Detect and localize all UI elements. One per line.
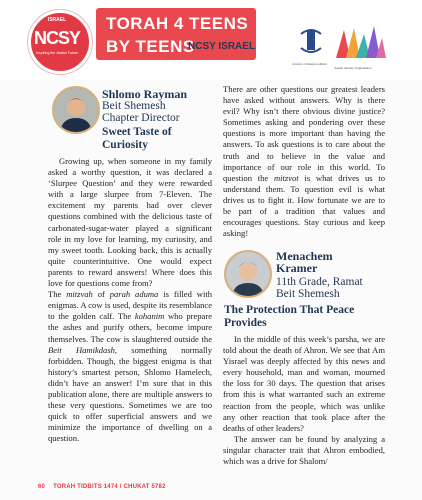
identity-org-logo-icon <box>330 24 390 66</box>
org-name: NCSY ISRAEL <box>188 41 256 52</box>
article1-author-role-line2: Chapter Director <box>102 112 180 124</box>
article2-title-line2: Provides <box>224 317 267 329</box>
author-photo-menachem <box>224 250 272 298</box>
header <box>0 0 422 80</box>
article1-author-name: Shlomo Rayman <box>102 87 188 101</box>
identity-org-caption: Jewish Identity Organization <box>334 66 372 70</box>
article2-title-line1: The Protection That Peace <box>224 304 355 316</box>
ministry-caption: ministry of diaspora affairs <box>292 62 327 66</box>
banner-title-line2: BY TEENS <box>106 37 195 56</box>
article1-paragraph-2: The mitzvah of parah aduma is filled with enigmas. A cow is used, despite its resemblance to the golden calf. The kohanim who prepare the ashes and purify others, become impure themselves. The cow is slaughtered outside the Beit Hamikdash, something normally forbidden. Though, the biggest enigma is that history’s smartest person, Shlomo Hamelech, didn’t have an answer! I’m sure that in this publication alone, there are multiple answers to these very questions. Sometimes we are too quick to offer superficial answers and we minimize the importance of dwelling on a question. <box>48 289 212 444</box>
article2-paragraph-2: The answer can be found by analyzing a singular character trait that Ahron embodied, which was a drive for Shalom/ <box>223 433 385 467</box>
page-number: 60 <box>38 484 46 490</box>
article2-body <box>223 334 385 467</box>
publication-name: TORAH TIDBITS 1474 / CHUKAT 5782 <box>53 484 166 490</box>
banner-title-line1: TORAH 4 TEENS <box>106 14 249 33</box>
article2-author-role-line1: 11th Grade, Ramat <box>276 276 363 288</box>
article1-title-line2: Curiosity <box>102 139 148 151</box>
article1-body <box>48 156 212 444</box>
logo-tagline: Inspiring the Jewish Future <box>36 51 78 55</box>
footer <box>38 484 166 490</box>
article1-author-role-line1: Beit Shemesh <box>102 100 166 112</box>
article2-author-role-line2: Beit Shemesh <box>276 288 340 300</box>
article1-continuation <box>223 84 385 239</box>
article1-cont-paragraph: There are other questions our greatest leaders have asked without answers. Why is there evil? Why isn’t there obvious divine justice? Sometimes asking and pondering over these questions is more important than having the answers. To ask questions is to care about the truth and to believe in the value and importance of our role in this world. To question the mitzvot is what drives us to understand them. To question evil is what drives us to fight it. How fortunate we are to be part of a tradition that values and encourages questions. Stay curious and keep asking! <box>223 84 385 239</box>
article2-author-name-line1: Menachem <box>276 249 333 263</box>
article2-author-name-line2: Kramer <box>276 261 318 275</box>
article2-paragraph-1: In the middle of this week’s parsha, we are told about the death of Ahron. We see that Am Yisrael was deeply affected by this news and every household, man and woman, mourned the loss for 30 days. The question that arises from this is what warranted such an extreme reaction from the people, which was unlike any other reaction that took place after the deaths of other leaders? <box>223 334 385 433</box>
article1-title-line1: Sweet Taste of <box>102 126 172 138</box>
logo-text: NCSY <box>34 28 81 48</box>
article1-paragraph-1: Growing up, when someone in my family asked a worthy question, it was declared a ‘Slurpee Question’ and they were rewarded with a large slurpee from 7-Eleven. The excitement my parents had over clever questions combined with the delicious taste of carbonated-sugar-water played a significant role in my love for learning, my curiosity, and my sweet tooth. Looking back, this is actually quite counterintuitive. One would expect parents to reward answers! Where does this love for questions come from? <box>48 156 212 289</box>
logo-country: ISRAEL <box>47 17 67 23</box>
ministry-emblem-icon <box>296 26 326 66</box>
author-photo-shlomo <box>52 86 100 134</box>
